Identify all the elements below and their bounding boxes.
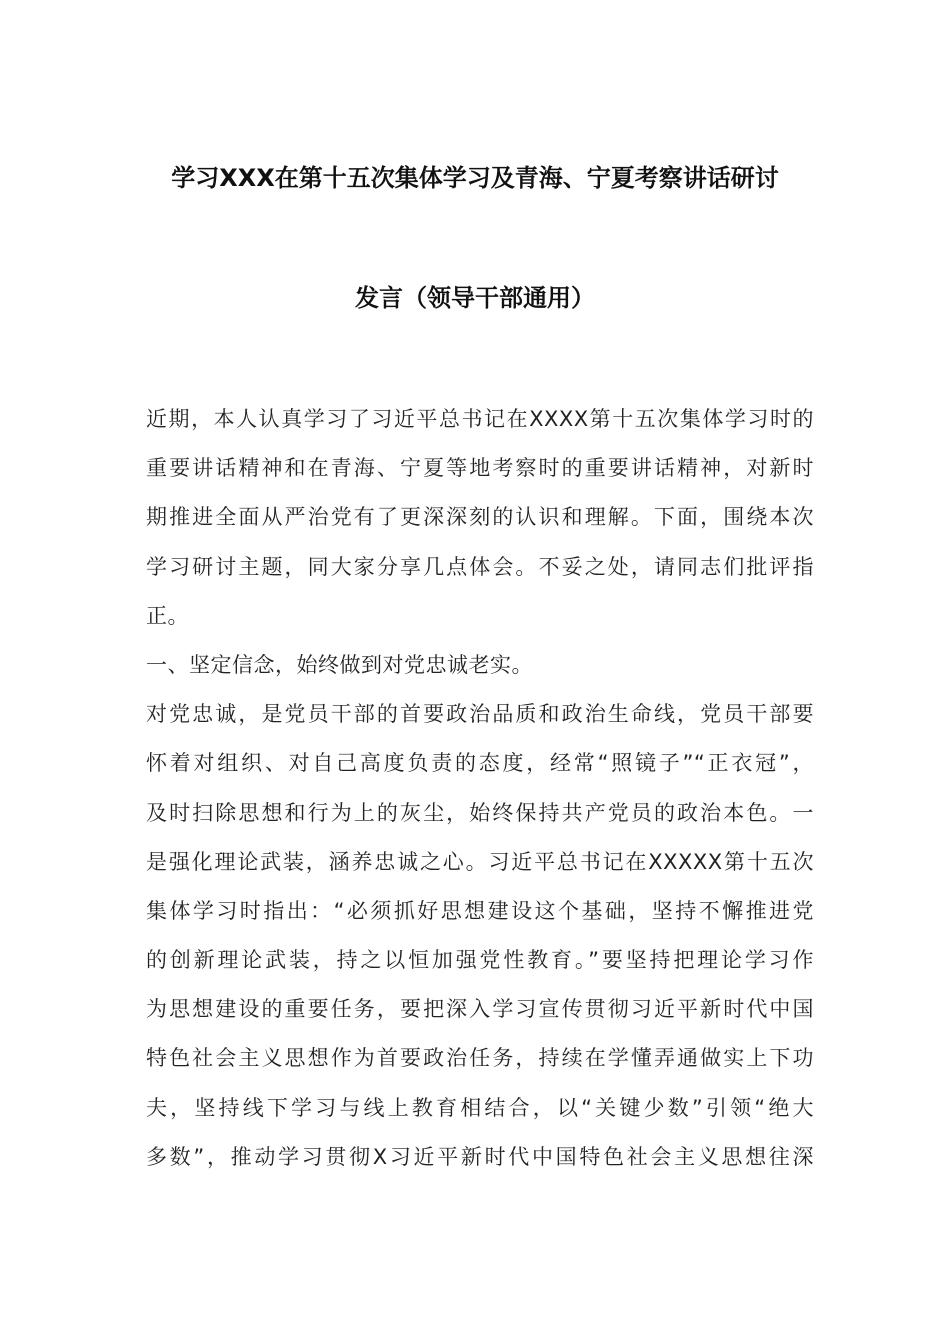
- body-line: 对党忠诚，是党员干部的首要政治品质和政治生命线，党员干部要: [146, 702, 814, 727]
- body-line: 期推进全面从严治党有了更深深刻的认识和理解。下面，围绕本次: [146, 505, 814, 530]
- body-line: 特色社会主义思想作为首要政治任务，持续在学懂弄通做实上下功: [146, 1046, 814, 1071]
- body-line: 正。: [146, 603, 189, 628]
- body-line: 的创新理论武装，持之以恒加强党性教育。”要坚持把理论学习作: [146, 948, 814, 973]
- body-line: 学习研讨主题，同大家分享几点体会。不妥之处，请同志们批评指: [146, 554, 814, 579]
- body-line: 是强化理论武装，涵养忠诚之心。习近平总书记在XXXXX第十五次: [146, 849, 814, 874]
- body-line: 多数”，推动学习贯彻X习近平新时代中国特色社会主义思想往深: [146, 1144, 814, 1169]
- body-line: 重要讲话精神和在青海、宁夏等地考察时的重要讲话精神，对新时: [146, 456, 814, 481]
- document-title-line-1: 学习XXX在第十五次集体学习及青海、宁夏考察讲话研讨: [171, 164, 779, 192]
- body-line: 夫，坚持线下学习与线上教育相结合，以“关键少数”引领“绝大: [146, 1095, 814, 1120]
- body-line: 为思想建设的重要任务，要把深入学习宣传贯彻习近平新时代中国: [146, 997, 814, 1022]
- document-body: [146, 395, 814, 1182]
- body-line: 集体学习时指出：“必须抓好思想建设这个基础，坚持不懈推进党: [146, 898, 814, 923]
- document-title-line-2: 发言（领导干部通用）: [355, 284, 595, 312]
- body-line: 及时扫除思想和行为上的灰尘，始终保持共产党员的政治本色。一: [146, 800, 814, 825]
- body-line: 怀着对组织、对自己高度负责的态度，经常“照镜子”“正衣冠”，: [146, 751, 814, 776]
- section-heading: 一、坚定信念，始终做到对党忠诚老实。: [146, 652, 533, 677]
- body-line: 近期，本人认真学习了习近平总书记在XXXX第十五次集体学习时的: [146, 407, 814, 431]
